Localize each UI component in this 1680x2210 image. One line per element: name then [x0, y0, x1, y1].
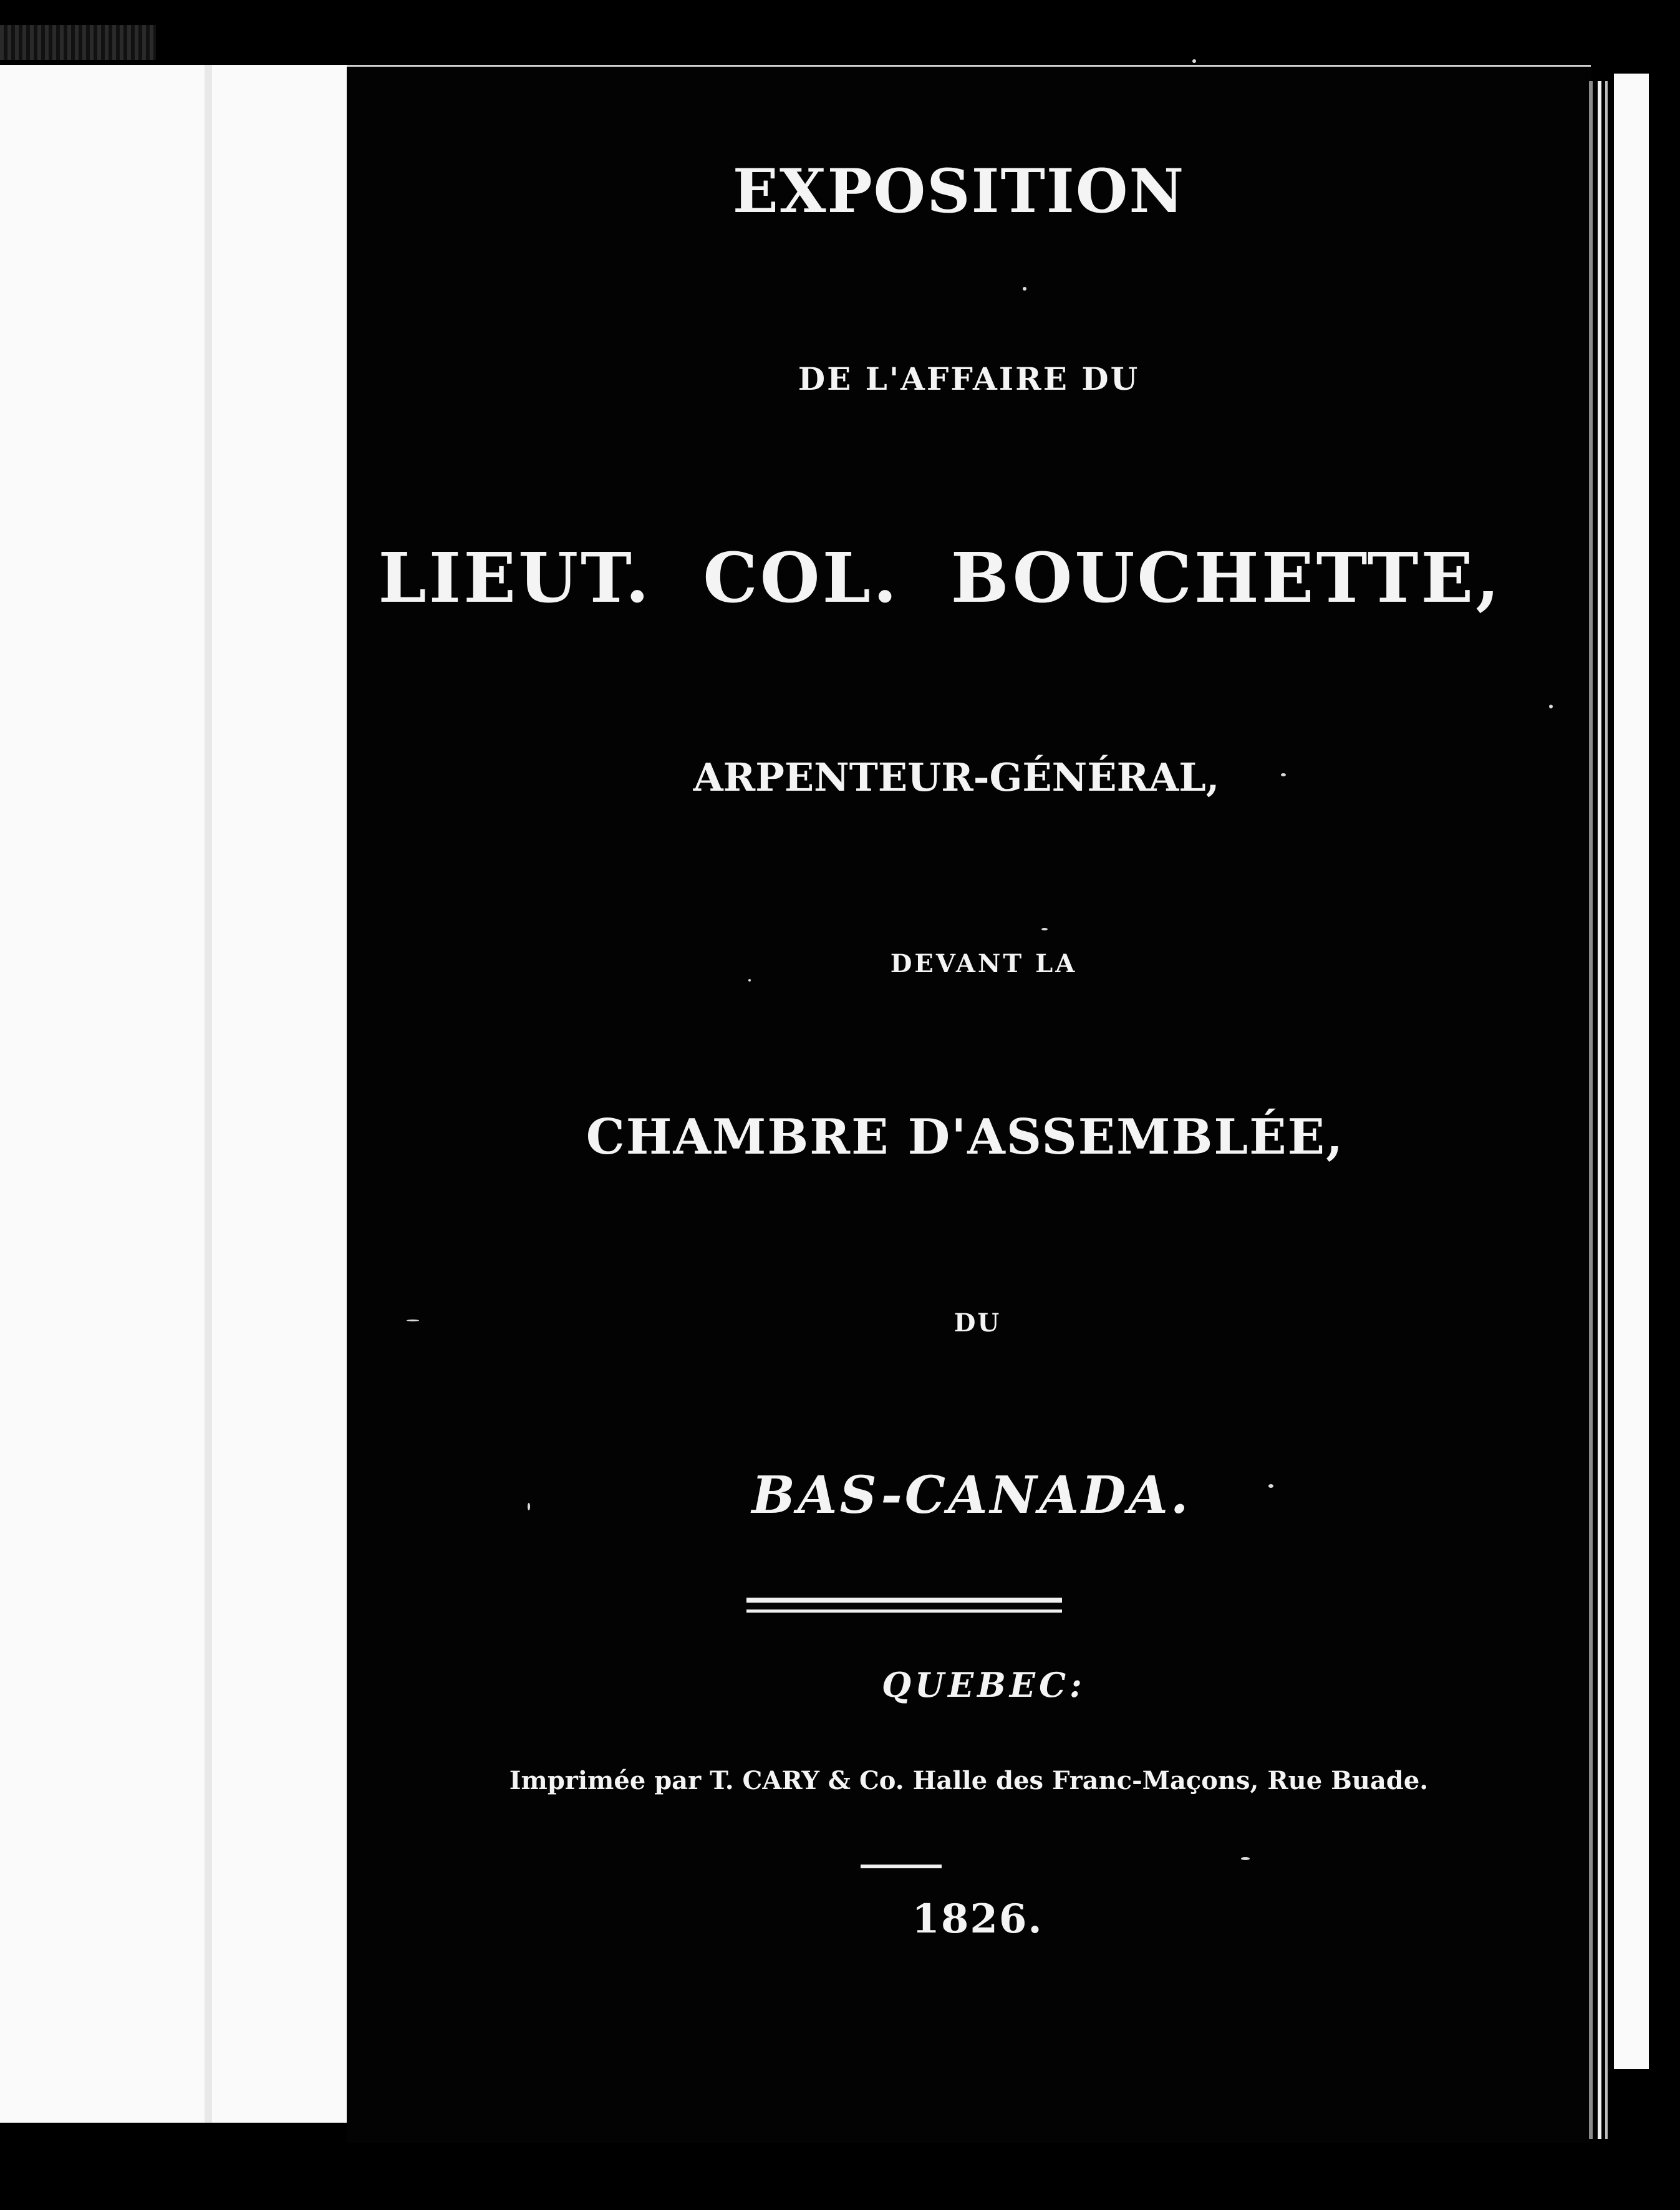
title-chambre-line: CHAMBRE D'ASSEMBLÉE, [586, 1109, 1344, 1165]
print-speck [528, 1503, 530, 1510]
title-subject-name: LIEUT. COL. BOUCHETTE, [378, 538, 1502, 618]
print-speck [407, 1320, 419, 1321]
imprint-city: QUEBEC: [881, 1665, 1086, 1705]
double-rule-divider [746, 1598, 1062, 1613]
title-du-line: DU [953, 1308, 1002, 1338]
title-exposition: EXPOSITION [732, 156, 1185, 226]
facing-blank-page [0, 65, 347, 2123]
page-stack-edge [1614, 74, 1649, 2069]
title-place-line: BAS-CANADA. [751, 1465, 1191, 1525]
facing-page-fold-shadow [205, 65, 212, 2123]
book-spine-strip [0, 25, 156, 60]
page-edge-line [1605, 81, 1608, 2139]
print-speck [1023, 287, 1026, 291]
page-edge-line [1598, 81, 1601, 2139]
print-speck [1281, 773, 1286, 776]
title-subject-office: ARPENTEUR-GÉNÉRAL, [693, 755, 1220, 800]
print-speck [1268, 1484, 1273, 1488]
print-speck [748, 979, 751, 982]
imprint-printer: Imprimée par T. CARY & Co. Halle des Franc-Maçons, Rue Buade. [509, 1766, 1429, 1795]
short-rule-divider [861, 1865, 942, 1868]
print-speck [1192, 59, 1196, 63]
print-speck [1041, 928, 1048, 930]
print-speck [1549, 705, 1553, 708]
title-devant-line: DEVANT LA [890, 949, 1078, 978]
imprint-year: 1826. [912, 1896, 1043, 1942]
print-speck [1241, 1857, 1250, 1860]
title-affaire-line: DE L'AFFAIRE DU [798, 360, 1140, 397]
